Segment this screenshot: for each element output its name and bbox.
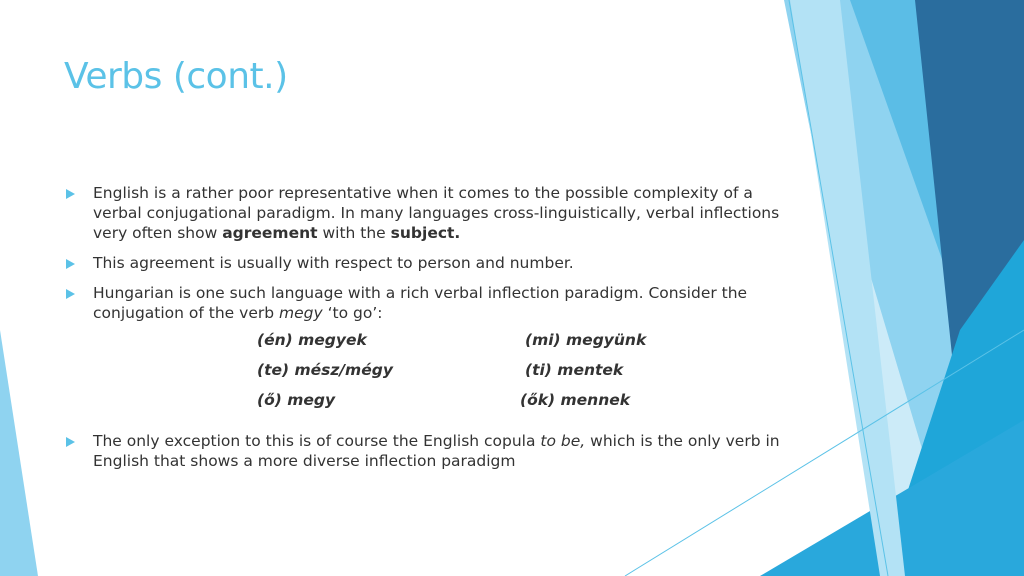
bullet-text: Hungarian is one such language with a rich verbal inflection paradigm. Consider the conjugation of the verb: [93, 284, 748, 322]
conjugation-plural-1: (mi) megyünk: [525, 331, 647, 349]
bullet-text: with the: [317, 224, 391, 242]
slide-body: [64, 183, 784, 481]
bullet-item: [64, 431, 784, 471]
conjugation-table: [64, 331, 784, 421]
bullet-text: The only exception to this is of course the English copula: [93, 432, 541, 450]
bullet-item: [64, 183, 784, 243]
conjugation-singular-1: (én) megyek: [257, 331, 367, 349]
bullet-text: This agreement is usually with respect to person and number.: [93, 254, 574, 272]
conjugation-singular-2: (te) mész/mégy: [257, 361, 393, 379]
conjugation-singular-3: (ő) megy: [257, 391, 336, 409]
bullet-bold-text: agreement: [222, 224, 318, 242]
triangle-bullet-icon: [66, 437, 75, 447]
left-edge-shape: [0, 330, 38, 576]
bullet-italic-text: to be,: [540, 432, 586, 450]
bullet-text: ‘to go’:: [322, 304, 383, 322]
bullet-item: [64, 283, 784, 323]
triangle-bullet-icon: [66, 259, 75, 269]
triangle-bullet-icon: [66, 189, 75, 199]
bullet-text: which is the only verb in English that shows a more diverse inflection paradigm: [93, 432, 780, 470]
bullet-item: [64, 253, 784, 273]
triangle-bullet-icon: [66, 289, 75, 299]
bullet-text: English is a rather poor representative when it comes to the possible complexity of a verbal conjugational paradigm. In many languages cross-linguistically, verbal inflections very often show: [93, 184, 780, 242]
conjugation-plural-3: (ők) mennek: [520, 391, 631, 409]
conjugation-plural-2: (ti) mentek: [525, 361, 624, 379]
slide-title: Verbs (cont.): [64, 56, 288, 97]
bullet-bold-text: subject.: [390, 224, 461, 242]
bullet-italic-text: megy: [279, 304, 323, 322]
